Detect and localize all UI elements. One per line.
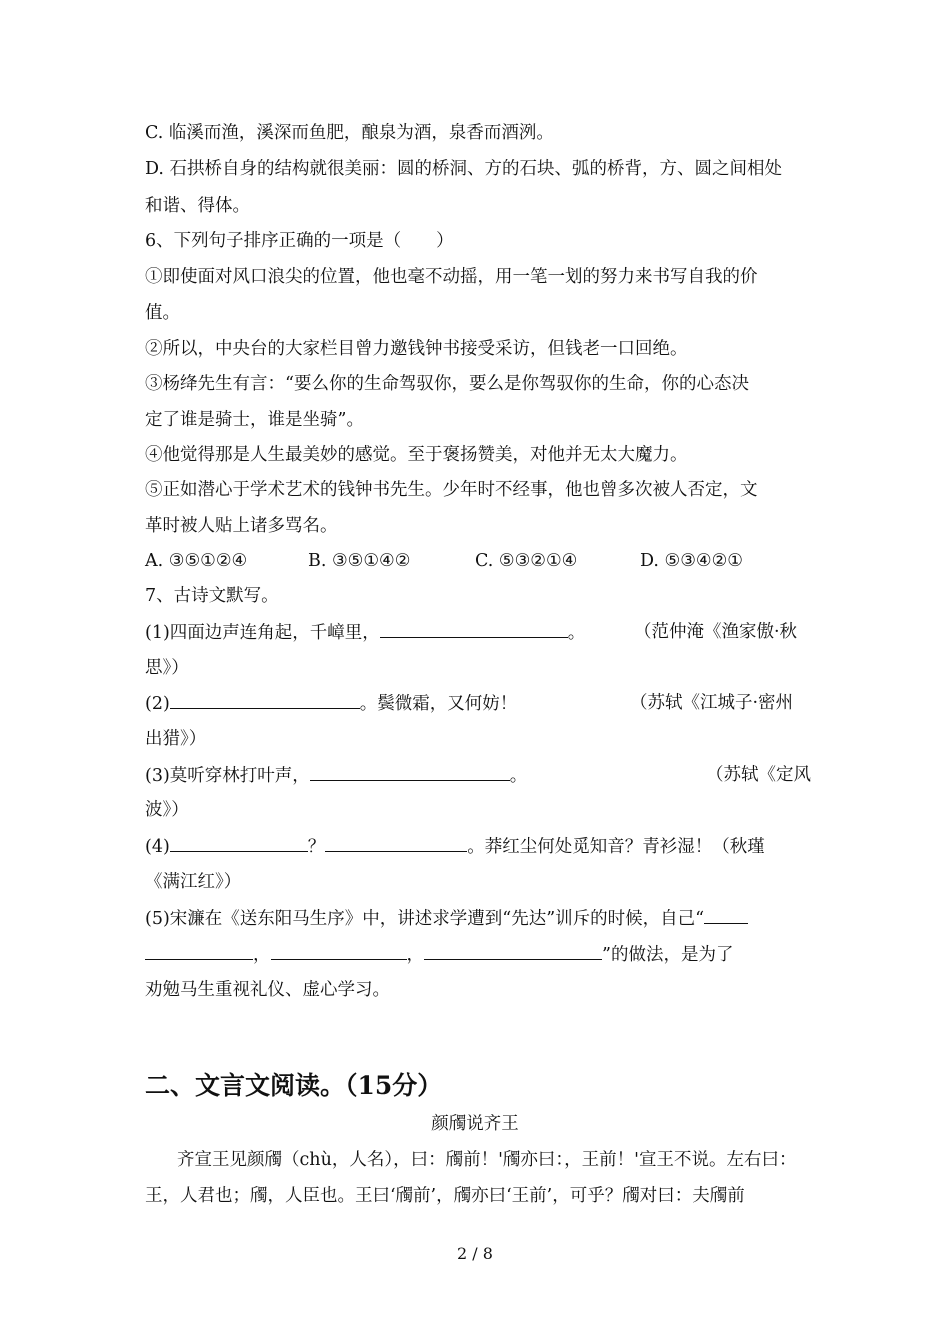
sentence-3-line-1: ③杨绛先生有言：“要么你的生命驾驭你，要么是你驾驭你的生命，你的心态决 bbox=[145, 374, 749, 394]
item-3 bbox=[145, 763, 527, 788]
item-5-line-1 bbox=[145, 906, 748, 931]
item-1 bbox=[145, 620, 585, 645]
section-2-heading: 二、文言文阅读。（15分） bbox=[145, 1071, 443, 1100]
item-4-blank-2[interactable] bbox=[325, 834, 467, 852]
sentence-1-line-2: 值。 bbox=[145, 303, 180, 323]
item-4-source-cont: 《满江红》） bbox=[145, 872, 242, 892]
sentence-2: ②所以，中央台的大家栏目曾力邀钱钟书接受采访，但钱老一口回绝。 bbox=[145, 339, 688, 359]
item-5-text: (5)宋濂在《送东阳马生序》中，讲述求学遭到“先达”训斥的时候，自己“ bbox=[145, 909, 705, 929]
item-5-line-3: 劝勉马生重视礼仪、虚心学习。 bbox=[145, 980, 390, 1000]
choice-c: C. 临溪而渔，溪深而鱼肥，酿泉为酒，泉香而酒洌。 bbox=[145, 123, 554, 143]
item-2-source-cont: 出猎》） bbox=[145, 729, 207, 749]
option-d: D. ⑤③④②① bbox=[640, 551, 743, 571]
passage-line-2: 王，人君也；斶，人臣也。王曰‘斶前’，斶亦曰‘王前’，可乎？斶对曰：夫斶前 bbox=[145, 1186, 745, 1206]
item-2-blank[interactable] bbox=[170, 691, 360, 709]
item-3-end: 。 bbox=[509, 766, 528, 786]
item-3-text: (3)莫听穿林打叶声， bbox=[145, 766, 310, 786]
question-7-stem: 7、古诗文默写。 bbox=[145, 586, 279, 606]
item-3-source-cont: 波》） bbox=[145, 800, 189, 820]
passage-title: 颜斶说齐王 bbox=[431, 1114, 519, 1134]
item-1-blank[interactable] bbox=[380, 620, 568, 638]
item-4-mid: ？ bbox=[307, 837, 326, 857]
item-1-source-cont: 思》） bbox=[145, 658, 189, 678]
item-5-blank-2[interactable] bbox=[271, 942, 407, 960]
item-4-blank-1[interactable] bbox=[170, 834, 308, 852]
item-2-prefix: (2) bbox=[145, 694, 170, 714]
item-1-text: (1)四面边声连角起，千嶂里， bbox=[145, 623, 380, 643]
option-a: A. ③⑤①②④ bbox=[145, 551, 248, 571]
item-5-comma-2: ， bbox=[406, 945, 424, 965]
item-5-line-2 bbox=[145, 942, 733, 967]
item-3-blank[interactable] bbox=[310, 763, 510, 781]
item-4-text: 。莽红尘何处觅知音？青衫湿！（秋瑾 bbox=[467, 837, 765, 857]
choice-d-line-2: 和谐、得体。 bbox=[145, 196, 250, 216]
item-2 bbox=[145, 691, 517, 716]
choice-d-line-1: D. 石拱桥自身的结构就很美丽：圆的桥洞、方的石块、弧的桥背，方、圆之间相处 bbox=[145, 159, 783, 179]
item-1-source: （范仲淹《渔家傲·秋 bbox=[634, 622, 798, 642]
option-b: B. ③⑤①④② bbox=[308, 551, 411, 571]
item-5-comma-1: ， bbox=[253, 945, 271, 965]
item-2-source: （苏轼《江城子·密州 bbox=[630, 693, 794, 713]
question-6-stem: 6、下列句子排序正确的一项是（ ） bbox=[145, 231, 454, 251]
page-number: 2 / 8 bbox=[457, 1244, 493, 1263]
item-3-source: （苏轼《定风 bbox=[706, 765, 811, 785]
sentence-1-line-1: ①即使面对风口浪尖的位置，他也毫不动摇，用一笔一划的努力来书写自我的价 bbox=[145, 267, 758, 287]
sentence-5-line-2: 革时被人贴上诸多骂名。 bbox=[145, 516, 338, 536]
item-2-text: 。鬓微霜，又何妨！ bbox=[359, 694, 518, 714]
sentence-4: ④他觉得那是人生最美妙的感觉。至于褒扬赞美，对他并无太大魔力。 bbox=[145, 445, 688, 465]
sentence-3-line-2: 定了谁是骑士，谁是坐骑”。 bbox=[145, 410, 364, 430]
sentence-5-line-1: ⑤正如潜心于学术艺术的钱钟书先生。少年时不经事，他也曾多次被人否定，文 bbox=[145, 480, 758, 500]
item-5-blank-1b[interactable] bbox=[145, 942, 253, 960]
item-5-line-2-end: ”的做法，是为了 bbox=[602, 945, 734, 965]
item-5-blank-3[interactable] bbox=[424, 942, 602, 960]
passage-line-1: 齐宣王见颜斶（chù，人名），曰：斶前！'斶亦曰：，王前！'宣王不说。左右曰： bbox=[177, 1150, 797, 1170]
item-5-blank-1a[interactable] bbox=[704, 906, 748, 924]
option-c: C. ⑤③②①④ bbox=[475, 551, 578, 571]
item-4-prefix: (4) bbox=[145, 837, 170, 857]
item-4 bbox=[145, 834, 765, 859]
item-1-end: 。 bbox=[567, 623, 586, 643]
